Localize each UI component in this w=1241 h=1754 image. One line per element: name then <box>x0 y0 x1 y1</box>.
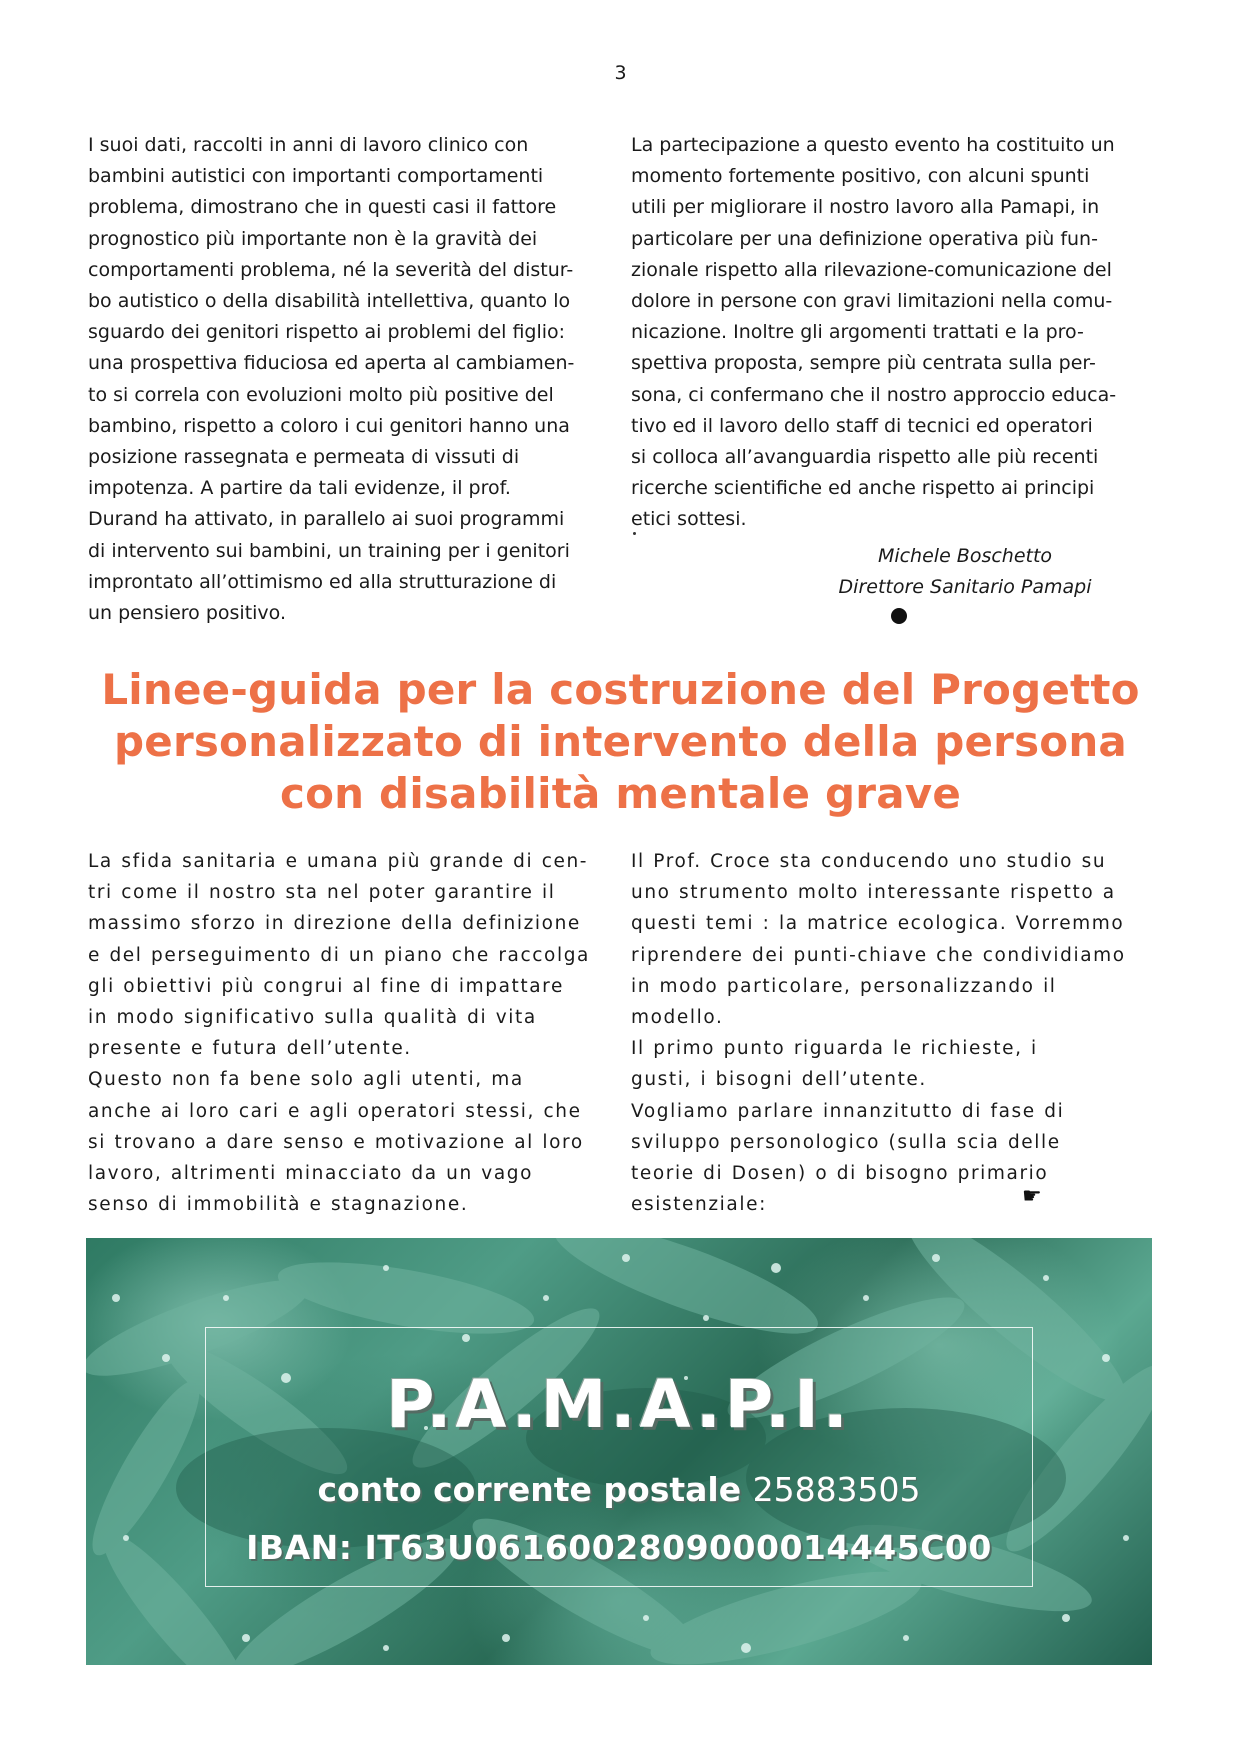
postal-account-label: conto corrente postale <box>317 1470 742 1509</box>
headline-line-1: Linee-guida per la costruzione del Progetto <box>101 665 1140 714</box>
top-right-column-text: La partecipazione a questo evento ha costituito un momento fortemente positivo, con alcuni spunti utili per migliorare il nostro lavoro alla Pamapi, in particolare per una definizione operativa più fun- zionale rispetto alla rilevazione-comunicazione del dolore in persone con gravi limitazioni nella comu- nicazione. Inoltre gli argomenti trattati e la pro- spettiva proposta, sempre più centrata sulla per- sona, ci confermano che il nostro approccio educa- tivo ed il lavoro dello staff di tecnici ed operatori si colloca all’avanguardia rispetto alle più recenti ricerche scientifiche ed anche rispetto ai principi etici sottesi. <box>631 134 1117 531</box>
page-number: 3 <box>614 62 627 84</box>
headline-line-2: personalizzato di intervento della persona <box>114 717 1127 766</box>
article-headline <box>60 664 1181 820</box>
donation-banner <box>86 1238 1152 1665</box>
bottom-left-column-text: La sfida sanitaria e umana più grande di cen- tri come il nostro sta nel poter garantire il massimo sforzo in direzione della definizione e del perseguimento di un piano che raccolga gli obiettivi più congrui al fine di impattare in modo significativo sulla qualità di vita presente e futura dell’utente. Questo non fa bene solo agli utenti, ma anche ai loro cari e agli operatori stessi, che si trovano a dare senso e motivazione al loro lavoro, altrimenti minacciato da un vago senso di immobilità e stagnazione. <box>88 851 590 1216</box>
iban-label: IBAN: <box>246 1528 353 1567</box>
iban-line <box>86 1528 1152 1567</box>
headline-line-3: con disabilità mentale grave <box>279 769 962 818</box>
postal-account-line <box>86 1470 1152 1509</box>
iban-value: IT63U0616002809000014445C00 <box>364 1528 992 1567</box>
end-of-article-bullet <box>891 608 907 624</box>
signature-name: Michele Boschetto <box>877 545 1053 567</box>
signature <box>800 541 1130 603</box>
banner-title: P.A.M.A.P.I. <box>386 1366 852 1443</box>
pointing-hand-icon: ☛ <box>1022 1184 1042 1209</box>
top-left-column-text: I suoi dati, raccolti in anni di lavoro clinico con bambini autistici con importanti comportamenti problema, dimostrano che in questi casi il fattore prognostico più importante non è la gravità dei comportamenti problema, né la severità del distur- bo autistico o della disabilità intellettiva, quanto lo sguardo dei genitori rispetto ai problemi del figlio: una prospettiva fiduciosa ed aperta al cambiamen- to si correla con evoluzioni molto più positive del bambino, rispetto a coloro i cui genitori hanno una posizione rassegnata e permeata di vissuti di impotenza. A partire da tali evidenze, il prof. Durand ha attivato, in parallelo ai suoi programmi di intervento sui bambini, un training per i genitori improntato all’ottimismo ed alla strutturazione di un pensiero positivo. <box>88 134 575 625</box>
bottom-right-column-text: Il Prof. Croce sta conducendo uno studio su uno strumento molto interessante rispetto a questi temi : la matrice ecologica. Vorremmo riprendere dei punti-chiave che condividiamo in modo particolare, personalizzando il modello. Il primo punto riguarda le richieste, i gusti, i bisogni dell’utente. Vogliamo parlare innanzitutto di fase di sviluppo personologico (sulla scia delle teorie di Dosen) o di bisogno primario esistenziale: <box>631 851 1126 1216</box>
signature-role: Direttore Sanitario Pamapi <box>838 576 1092 598</box>
postal-account-number: 25883505 <box>752 1470 921 1509</box>
stray-dot <box>633 532 636 535</box>
